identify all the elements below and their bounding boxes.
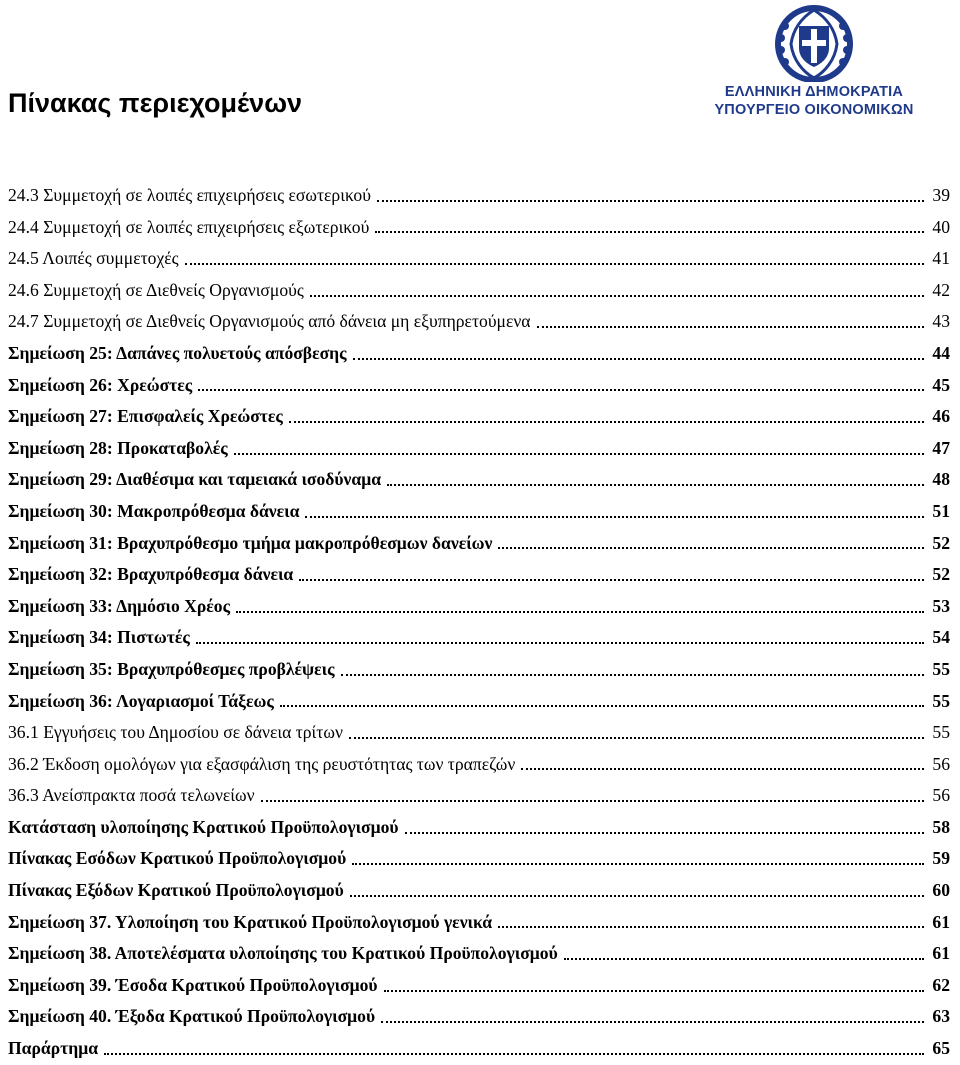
toc-dot-leader bbox=[521, 758, 924, 770]
toc-entry-title: 36.3 Ανείσπρακτα ποσά τελωνείων bbox=[8, 785, 255, 806]
toc-entry[interactable] bbox=[8, 907, 950, 939]
toc-entry-title: 24.4 Συμμετοχή σε λοιπές επιχειρήσεις εξωτερικού bbox=[8, 216, 370, 237]
toc-entry[interactable] bbox=[8, 528, 950, 560]
toc-entry[interactable] bbox=[8, 401, 950, 433]
toc-entry-title: Πίνακας Εξόδων Κρατικού Προϋπολογισμού bbox=[8, 880, 344, 901]
toc-dot-leader bbox=[498, 537, 924, 549]
toc-entry-page-number: 61 bbox=[932, 943, 950, 964]
toc-entry-title: Παράρτημα bbox=[8, 1038, 99, 1059]
toc-entry[interactable] bbox=[8, 622, 950, 654]
table-of-contents bbox=[8, 180, 950, 1065]
toc-entry-page-number: 53 bbox=[932, 595, 950, 616]
toc-entry-title: Σημείωση 38. Αποτελέσματα υλοποίησης του Κρατικού Προϋπολογισμού bbox=[8, 943, 558, 964]
toc-entry-title: Σημείωση 40. Έξοδα Κρατικού Προϋπολογισμού bbox=[8, 1006, 376, 1027]
toc-entry[interactable] bbox=[8, 717, 950, 749]
toc-dot-leader bbox=[537, 316, 924, 328]
toc-dot-leader bbox=[234, 443, 924, 455]
toc-dot-leader bbox=[289, 411, 924, 423]
toc-entry[interactable] bbox=[8, 1001, 950, 1033]
toc-dot-leader bbox=[236, 601, 924, 613]
toc-entry-page-number: 43 bbox=[932, 311, 950, 332]
toc-entry-title: Σημείωση 35: Βραχυπρόθεσμες προβλέψεις bbox=[8, 658, 335, 679]
toc-entry-title: 36.2 Έκδοση ομολόγων για εξασφάλιση της ρευστότητας των τραπεζών bbox=[8, 753, 516, 774]
toc-entry[interactable] bbox=[8, 970, 950, 1002]
toc-entry-page-number: 65 bbox=[932, 1038, 950, 1059]
toc-dot-leader bbox=[353, 348, 924, 360]
toc-dot-leader bbox=[341, 664, 924, 676]
toc-dot-leader bbox=[104, 1043, 924, 1055]
toc-entry[interactable] bbox=[8, 875, 950, 907]
toc-dot-leader bbox=[196, 632, 924, 644]
toc-entry-page-number: 56 bbox=[932, 785, 950, 806]
toc-entry-page-number: 62 bbox=[932, 974, 950, 995]
toc-entry[interactable] bbox=[8, 591, 950, 623]
toc-entry[interactable] bbox=[8, 433, 950, 465]
toc-entry[interactable] bbox=[8, 370, 950, 402]
toc-dot-leader bbox=[261, 790, 924, 802]
toc-entry-page-number: 59 bbox=[932, 848, 950, 869]
toc-entry-title: Σημείωση 27: Επισφαλείς Χρεώστες bbox=[8, 406, 283, 427]
toc-entry-title: Σημείωση 31: Βραχυπρόθεσμο τμήμα μακροπρόθεσμων δανείων bbox=[8, 532, 493, 553]
toc-entry[interactable] bbox=[8, 812, 950, 844]
toc-entry-page-number: 39 bbox=[932, 185, 950, 205]
toc-dot-leader bbox=[350, 885, 924, 897]
toc-dot-leader bbox=[384, 980, 924, 992]
toc-entry-title: 24.7 Συμμετοχή σε Διεθνείς Οργανισμούς από δάνεια μη εξυπηρετούμενα bbox=[8, 311, 531, 332]
toc-dot-leader bbox=[387, 474, 924, 486]
toc-entry-page-number: 42 bbox=[932, 279, 950, 300]
toc-entry-page-number: 63 bbox=[932, 1006, 950, 1027]
toc-entry[interactable] bbox=[8, 749, 950, 781]
toc-entry-title: Σημείωση 30: Μακροπρόθεσμα δάνεια bbox=[8, 500, 300, 521]
toc-entry[interactable] bbox=[8, 654, 950, 686]
toc-dot-leader bbox=[352, 853, 924, 865]
toc-entry-page-number: 56 bbox=[932, 753, 950, 774]
toc-entry[interactable] bbox=[8, 1033, 950, 1065]
toc-entry-title: Σημείωση 34: Πιστωτές bbox=[8, 627, 190, 648]
toc-entry-title: Σημείωση 28: Προκαταβολές bbox=[8, 437, 228, 458]
toc-dot-leader bbox=[498, 916, 924, 928]
toc-entry-title: 24.3 Συμμετοχή σε λοιπές επιχειρήσεις εσωτερικού bbox=[8, 185, 371, 205]
toc-entry-page-number: 47 bbox=[932, 437, 950, 458]
toc-entry[interactable] bbox=[8, 496, 950, 528]
ministry-logo bbox=[676, 4, 952, 122]
toc-entry-page-number: 46 bbox=[932, 406, 950, 427]
page-title: Πίνακας περιεχομένων bbox=[8, 88, 303, 118]
toc-dot-leader bbox=[310, 285, 924, 297]
toc-entry-title: Κατάσταση υλοποίησης Κρατικού Προϋπολογισμού bbox=[8, 816, 399, 837]
toc-entry[interactable] bbox=[8, 243, 950, 275]
toc-entry[interactable] bbox=[8, 780, 950, 812]
toc-dot-leader bbox=[405, 822, 924, 834]
toc-entry-page-number: 61 bbox=[932, 911, 950, 932]
toc-entry-title: Σημείωση 29: Διαθέσιμα και ταμειακά ισοδύναμα bbox=[8, 469, 382, 490]
toc-entry-page-number: 55 bbox=[932, 658, 950, 679]
toc-entry[interactable] bbox=[8, 843, 950, 875]
toc-dot-leader bbox=[564, 948, 924, 960]
toc-entry[interactable] bbox=[8, 306, 950, 338]
toc-dot-leader bbox=[305, 506, 924, 518]
toc-entry-page-number: 51 bbox=[932, 500, 950, 521]
toc-entry-title: 24.6 Συμμετοχή σε Διεθνείς Οργανισμούς bbox=[8, 279, 304, 300]
toc-entry-page-number: 60 bbox=[932, 880, 950, 901]
toc-entry[interactable] bbox=[8, 686, 950, 718]
toc-entry-title: Σημείωση 33: Δημόσιο Χρέος bbox=[8, 595, 231, 616]
toc-entry-page-number: 52 bbox=[932, 532, 950, 553]
toc-entry[interactable] bbox=[8, 559, 950, 591]
toc-entry[interactable] bbox=[8, 938, 950, 970]
toc-dot-leader bbox=[375, 221, 924, 233]
toc-dot-leader bbox=[381, 1011, 924, 1023]
toc-entry-title: 24.5 Λοιπές συμμετοχές bbox=[8, 248, 179, 269]
toc-entry-title: Σημείωση 32: Βραχυπρόθεσμα δάνεια bbox=[8, 564, 294, 585]
toc-entry-title: Σημείωση 25: Δαπάνες πολυετούς απόσβεσης bbox=[8, 342, 347, 363]
logo-text-republic: ΕΛΛΗΝΙΚΗ ΔΗΜΟΚΡΑΤΙΑ bbox=[724, 84, 904, 100]
toc-dot-leader bbox=[280, 695, 924, 707]
toc-entry-page-number: 41 bbox=[932, 248, 950, 269]
logo-text-ministry: ΥΠΟΥΡΓΕΙΟ ΟΙΚΟΝΟΜΙΚΩΝ bbox=[714, 102, 914, 118]
toc-entry-page-number: 58 bbox=[932, 816, 950, 837]
greek-coat-of-arms-icon bbox=[771, 4, 857, 82]
toc-dot-leader bbox=[349, 727, 924, 739]
toc-entry-title: Σημείωση 37. Υλοποίηση του Κρατικού Προϋπολογισμού γενικά bbox=[8, 911, 493, 932]
toc-entry-title: Πίνακας Εσόδων Κρατικού Προϋπολογισμού bbox=[8, 848, 347, 869]
toc-entry-title: 36.1 Εγγυήσεις του Δημοσίου σε δάνεια τρίτων bbox=[8, 722, 343, 743]
toc-entry[interactable] bbox=[8, 212, 950, 244]
toc-entry-page-number: 44 bbox=[932, 342, 950, 363]
toc-dot-leader bbox=[377, 190, 924, 202]
toc-dot-leader bbox=[299, 569, 924, 581]
toc-dot-leader bbox=[198, 379, 924, 391]
toc-entry[interactable] bbox=[8, 464, 950, 496]
toc-entry-title: Σημείωση 36: Λογαριασμοί Τάξεως bbox=[8, 690, 274, 711]
toc-entry[interactable] bbox=[8, 338, 950, 370]
toc-entry[interactable] bbox=[8, 180, 950, 212]
toc-entry-page-number: 52 bbox=[932, 564, 950, 585]
toc-entry-page-number: 54 bbox=[932, 627, 950, 648]
toc-entry-page-number: 48 bbox=[932, 469, 950, 490]
toc-entry-title: Σημείωση 26: Χρεώστες bbox=[8, 374, 193, 395]
toc-entry-page-number: 45 bbox=[932, 374, 950, 395]
toc-entry-page-number: 55 bbox=[932, 722, 950, 743]
toc-entry-page-number: 40 bbox=[932, 216, 950, 237]
toc-entry[interactable] bbox=[8, 275, 950, 307]
toc-entry-page-number: 55 bbox=[932, 690, 950, 711]
toc-entry-title: Σημείωση 39. Έσοδα Κρατικού Προϋπολογισμού bbox=[8, 974, 378, 995]
toc-dot-leader bbox=[185, 253, 924, 265]
